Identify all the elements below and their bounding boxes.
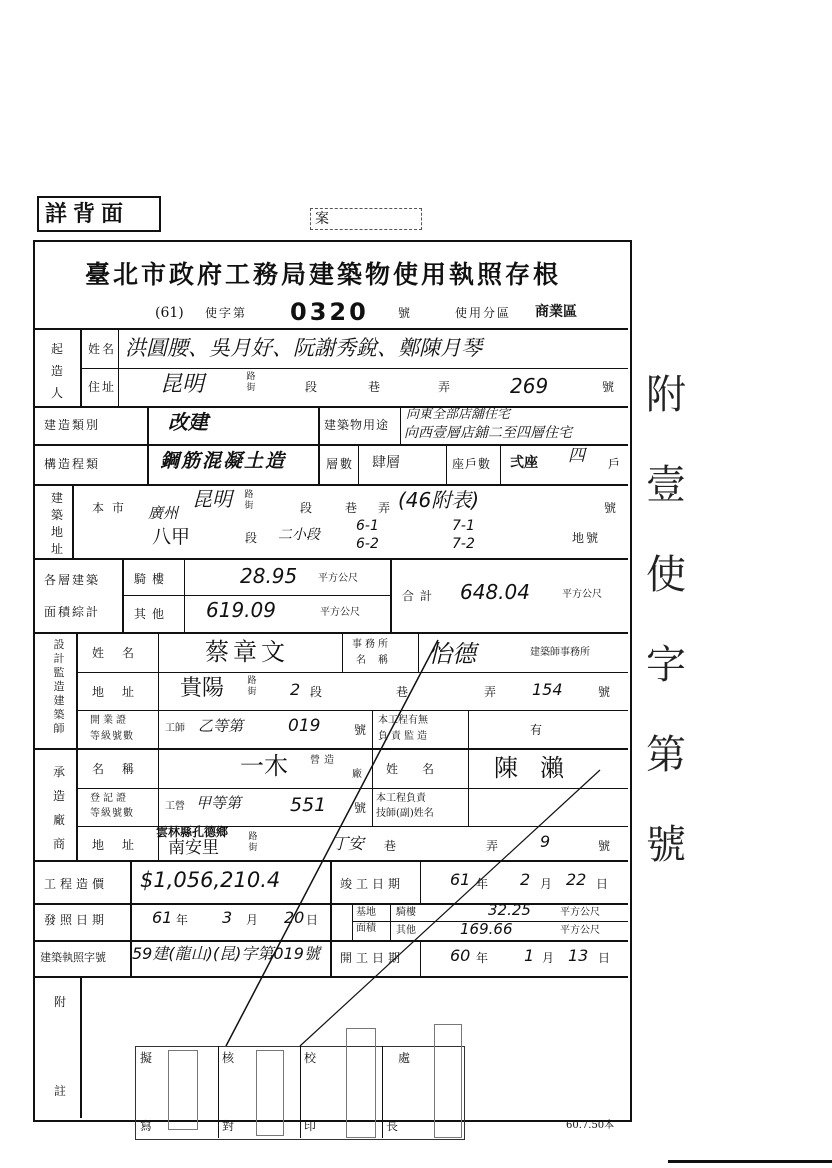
area-other-value: 619.09 <box>206 598 276 622</box>
contractor-name-label: 名稱 <box>92 762 153 776</box>
bottom-edge-line <box>668 1160 832 1163</box>
completion-day: 22 <box>566 870 587 889</box>
site-road-label: 路街 <box>244 490 254 511</box>
designer-lane-word: 巷 <box>396 685 411 699</box>
applicant-lane-word: 巷 <box>368 380 383 394</box>
area-total-unit: 平方公尺 <box>562 589 602 600</box>
approval-4-top: 處 <box>398 1051 413 1065</box>
designer-section-word: 段 <box>310 685 325 699</box>
designer-address-value: 貴陽 <box>180 676 225 701</box>
designer-house-number: 154 <box>532 680 563 699</box>
issue-year: 61 <box>152 908 173 927</box>
applicant-road-label: 路街 <box>246 372 256 393</box>
floors-label: 層數 <box>326 457 355 471</box>
start-month: 1 <box>524 946 535 965</box>
area-other-label: 其他 <box>134 607 171 621</box>
print-code: 60.7.50本 <box>566 1120 615 1131</box>
site-road-value: 昆明 <box>192 487 232 511</box>
top-stamp-text: 案 <box>315 211 329 227</box>
permit-year: (61) <box>155 305 184 321</box>
permit-value: 59建(龍山)(昆)字第019號 <box>132 944 320 963</box>
site-lot-a1: 6-1 <box>356 518 379 534</box>
completion-month: 2 <box>520 870 531 889</box>
contractor-road-label: 路街 <box>248 832 258 853</box>
completion-year-suffix: 年 <box>476 877 491 891</box>
units-suffix: 戶 <box>608 457 623 471</box>
contractor-tech-label-1: 本工程負責 <box>376 793 426 804</box>
site-hao: 號 <box>604 501 619 515</box>
base-arcade-label: 騎樓 <box>396 907 416 918</box>
contractor-tech-label-2: 技師(副)姓名 <box>376 808 434 819</box>
contractor-road-value: 丁安 <box>332 834 365 853</box>
designer-license-number: 019 <box>288 716 321 736</box>
area-section-label-2: 面積綜計 <box>44 605 101 619</box>
contractor-name-suffix-1: 營造 <box>310 755 338 766</box>
base-arcade-unit: 平方公尺 <box>560 907 600 918</box>
contractor-house-number: 9 <box>540 832 551 851</box>
form-title: 臺北市政府工務局建築物使用執照存根 <box>85 260 562 289</box>
completion-day-suffix: 日 <box>596 877 611 891</box>
zoning-value: 商業區 <box>535 304 577 320</box>
applicant-section-word: 段 <box>305 380 320 394</box>
site-house-value: (46附表) <box>398 488 480 512</box>
designer-license-hao: 號 <box>354 723 369 737</box>
right-side-text <box>646 350 686 1050</box>
floors-value: 肆層 <box>372 455 400 471</box>
applicant-name-label: 姓名 <box>88 342 117 356</box>
structure-value: 鋼筋混凝土造 <box>160 450 287 472</box>
permit-number-suffix: 號 <box>398 306 413 320</box>
designer-license-grade: 乙等第 <box>198 717 244 735</box>
permit-number: 0320 <box>290 298 369 326</box>
applicant-address-label: 住址 <box>88 380 117 394</box>
building-use-line2: 向西壹層店鋪二至四層住宅 <box>404 425 572 441</box>
units-label: 座戶數 <box>452 457 492 471</box>
site-road-value-2: 廣州 <box>148 504 179 522</box>
notes-label-top: 附 <box>54 995 69 1009</box>
contractor-hao: 號 <box>598 839 613 853</box>
contractor-lane-word: 巷 <box>384 839 399 853</box>
base-other-value: 169.66 <box>460 920 513 938</box>
cost-value: $1,056,210.4 <box>140 868 281 892</box>
contractor-address-label: 地址 <box>92 838 153 852</box>
building-use-line1: 向東全部店舖住宅 <box>406 407 511 422</box>
detail-tag: 詳背面 <box>45 201 130 227</box>
applicant-house-number: 269 <box>510 374 549 398</box>
designer-office-label-1: 事務所 <box>352 639 391 650</box>
approval-2-top: 核 <box>222 1051 237 1065</box>
issue-day: 20 <box>284 908 305 927</box>
building-type-label: 建造類別 <box>44 418 101 432</box>
site-lot-a2: 6-2 <box>356 536 379 552</box>
applicant-section-label: 起造人 <box>50 342 63 400</box>
base-label-1: 基地 <box>356 907 376 918</box>
strike-line <box>300 770 600 1046</box>
approval-2-bottom: 對 <box>222 1119 237 1133</box>
designer-section-value: 2 <box>290 680 301 699</box>
contractor-section-label: 承造廠商 <box>52 765 65 851</box>
zoning-label: 使用分區 <box>455 306 512 320</box>
approval-4-bottom: 長 <box>386 1119 401 1133</box>
designer-office-suffix: 建築師事務所 <box>530 647 590 658</box>
start-month-suffix: 月 <box>542 951 557 965</box>
base-other-label: 其他 <box>396 925 416 936</box>
site-section-word: 段 <box>300 501 315 515</box>
start-day: 13 <box>568 946 589 965</box>
right-side-text-glyphs: 附 壹 使 字 第 號 <box>646 372 686 868</box>
contractor-address-stamp: 雲林縣孔德鄉 <box>156 825 229 839</box>
designer-license-label-1: 開業證 <box>90 715 129 726</box>
designer-section-label: 設計監造建築師 <box>53 638 65 735</box>
designer-alley-word: 弄 <box>484 685 499 699</box>
site-lane-word: 巷 <box>345 501 360 515</box>
applicant-alley-word: 弄 <box>438 380 453 394</box>
notes-label-bottom: 註 <box>54 1084 69 1098</box>
designer-address-label: 地址 <box>92 685 153 699</box>
strike-line <box>226 640 438 1046</box>
base-other-unit: 平方公尺 <box>560 925 600 936</box>
issue-label: 發照日期 <box>44 913 109 927</box>
contractor-alley-word: 弄 <box>486 839 501 853</box>
designer-responsible-value: 有 <box>530 723 545 737</box>
area-other-unit: 平方公尺 <box>320 607 360 618</box>
start-day-suffix: 日 <box>598 951 613 965</box>
site-district: 八甲 <box>152 526 191 548</box>
approval-1-top: 擬 <box>140 1051 155 1065</box>
designer-license-text: 工師 <box>165 723 185 734</box>
issue-day-suffix: 日 <box>306 913 321 927</box>
contractor-name-value: 一木 <box>240 752 288 780</box>
site-lot-b2: 7-2 <box>452 536 475 552</box>
issue-year-suffix: 年 <box>176 913 191 927</box>
area-arcade-unit: 平方公尺 <box>318 573 358 584</box>
start-year: 60 <box>450 946 471 965</box>
designer-license-label-2: 等級號數 <box>90 731 134 742</box>
contractor-reg-grade: 甲等第 <box>196 794 242 812</box>
base-arcade-value: 32.25 <box>488 901 531 919</box>
area-total-value: 648.04 <box>460 580 530 604</box>
site-section2: 段 <box>245 531 260 545</box>
permit-label: 建築執照字號 <box>40 951 106 964</box>
building-type-value: 改建 <box>168 410 208 434</box>
contractor-person-label: 姓名 <box>386 762 459 776</box>
designer-office-value: 怡德 <box>428 640 476 668</box>
site-subsection: 二小段 <box>278 527 320 543</box>
applicant-hao: 號 <box>602 380 617 394</box>
designer-office-label-2: 名稱 <box>356 655 400 666</box>
approval-3-top: 校 <box>304 1051 319 1065</box>
area-arcade-label: 騎樓 <box>134 572 171 586</box>
structure-label: 構造程類 <box>44 457 101 471</box>
site-lot-suffix: 地號 <box>572 531 601 545</box>
contractor-reg-text: 工營 <box>165 801 185 812</box>
site-alley-word: 弄 <box>378 501 393 515</box>
units-value-2: 四 <box>568 446 585 466</box>
contractor-name-suffix-2: 廠 <box>352 769 362 780</box>
approval-3-bottom: 印 <box>304 1119 319 1133</box>
designer-road-label: 路街 <box>247 676 257 697</box>
base-label-2: 面積 <box>356 923 376 934</box>
contractor-reg-label-1: 登記證 <box>90 793 129 804</box>
designer-responsible-label-1: 本工程有無 <box>378 715 428 726</box>
site-section-label: 建築地址 <box>50 491 63 556</box>
area-total-label: 合計 <box>402 589 439 603</box>
start-year-suffix: 年 <box>476 951 491 965</box>
issue-month: 3 <box>222 908 233 927</box>
completion-year: 61 <box>450 870 471 889</box>
designer-responsible-label-2: 負責監造 <box>378 731 430 742</box>
applicant-address-value: 昆明 <box>160 372 205 397</box>
building-use-label: 建築物用途 <box>324 418 390 432</box>
contractor-reg-label-2: 等級號數 <box>90 808 134 819</box>
contractor-reg-hao: 號 <box>354 801 369 815</box>
designer-name-label: 姓名 <box>92 646 153 660</box>
issue-month-suffix: 月 <box>246 913 261 927</box>
start-label: 開工日期 <box>340 951 405 965</box>
applicant-names: 洪圓腰、吳月好、阮謝秀銳、鄭陳月琴 <box>125 336 482 360</box>
site-lot-b1: 7-1 <box>452 518 475 534</box>
site-city: 本市 <box>92 501 133 515</box>
designer-hao: 號 <box>598 685 613 699</box>
completion-month-suffix: 月 <box>540 877 555 891</box>
contractor-address-value: 南安里 <box>168 838 219 858</box>
units-value: 弍座 <box>510 455 538 471</box>
approval-1-bottom: 寫 <box>140 1119 155 1133</box>
completion-label: 竣工日期 <box>340 877 405 891</box>
area-arcade-value: 28.95 <box>240 564 298 588</box>
area-section-label-1: 各層建築 <box>44 573 101 587</box>
designer-name-value: 蔡章文 <box>205 638 289 666</box>
permit-prefix: 使字第 <box>205 306 248 320</box>
contractor-reg-number: 551 <box>290 794 327 816</box>
contractor-person-value: 陳瀨 <box>494 754 586 782</box>
cost-label: 工程造價 <box>44 877 109 891</box>
